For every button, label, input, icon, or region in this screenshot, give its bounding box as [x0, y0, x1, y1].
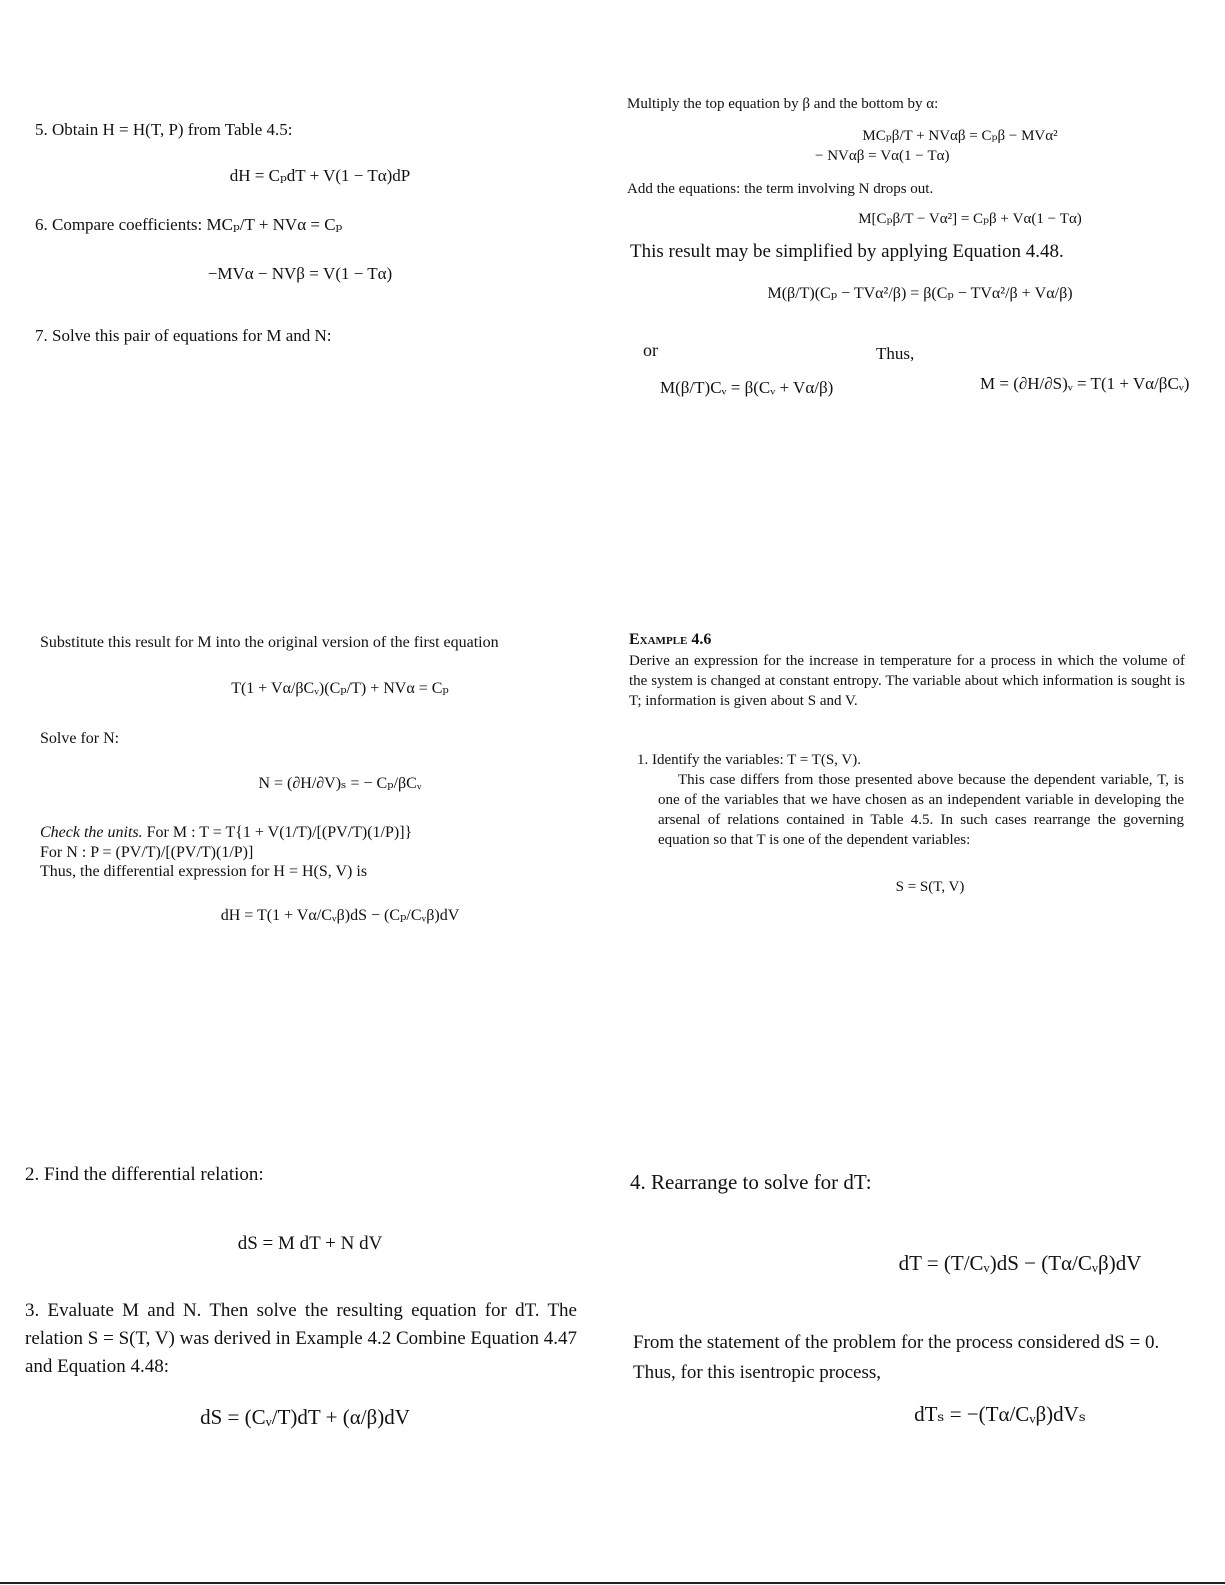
- check-units-m: For M : T = T{1 + V(1/T)/[(PV/T)(1/P)]}: [142, 824, 413, 841]
- step-7-text: 7. Solve this pair of equations for M and N:: [35, 326, 332, 345]
- step-1-body: This case differs from those presented above because the dependent variable, T, is one of the variables that we have chosen as an independent variable in developing the arsenal of relations contained in Table 4.5. In such cases rearrange the governing equation so that T is one of the dependent variables:: [658, 772, 1184, 848]
- equation-multiplied-2: − NVαβ = Vα(1 − Tα): [815, 148, 950, 164]
- check-units-label: Check the units.: [40, 824, 143, 841]
- or-text: or: [643, 340, 658, 360]
- step-3-text: 3. Evaluate M and N. Then solve the resulting equation for dT. The relation S = S(T, V) was derived in Example 4.2 Combine Equation 4.47 and Equation 4.48:: [25, 1300, 577, 1377]
- add-equations-text: Add the equations: the term involving N drops out.: [627, 181, 934, 197]
- equation-ds-cv: dS = (Cᵥ/T)dT + (α/β)dV: [200, 1405, 410, 1429]
- equation-dh-sv: dH = T(1 + Vα/Cᵥβ)dS − (Cₚ/Cᵥβ)dV: [220, 907, 460, 924]
- equation-cv: M(β/T)Cᵥ = β(Cᵥ + Vα/β): [660, 378, 834, 397]
- equation-multiplied-1: MCₚβ/T + NVαβ = Cₚβ − MVα²: [862, 128, 1058, 144]
- differential-expression-text: Thus, the differential expression for H = H(S, V) is: [40, 863, 368, 880]
- equation-dt: dT = (T/Cᵥ)dS − (Tα/Cᵥβ)dV: [898, 1251, 1142, 1275]
- isentropic-statement: From the statement of the problem for the process considered dS = 0. Thus, for this isentropic process,: [633, 1332, 1160, 1383]
- solve-n-text: Solve for N:: [40, 730, 120, 747]
- equation-ds-mn: dS = M dT + N dV: [237, 1233, 383, 1254]
- equation-summed: M[Cₚβ/T − Vα²] = Cₚβ + Vα(1 − Tα): [858, 211, 1082, 227]
- example-description: Derive an expression for the increase in temperature for a process in which the volume of the system is changed at constant entropy. The variable about which information is sought is T; information is given about S and V.: [629, 653, 1185, 709]
- thus-text: Thus,: [876, 344, 915, 363]
- equation-dts: dTₛ = −(Tα/Cᵥβ)dVₛ: [914, 1402, 1086, 1426]
- simplify-text: This result may be simplified by applying Equation 4.48.: [630, 241, 1064, 262]
- equation-simplified: M(β/T)(Cₚ − TVα²/β) = β(Cₚ − TVα²/β + Vα/β): [767, 285, 1073, 302]
- step-1-text: 1. Identify the variables: T = T(S, V).: [637, 752, 861, 768]
- check-units-line: [40, 823, 412, 842]
- equation-coefficient-2: −MVα − NVβ = V(1 − Tα): [207, 264, 393, 283]
- step-6-text: 6. Compare coefficients: MCₚ/T + NVα = Cₚ: [35, 215, 343, 234]
- equation-n-result: N = (∂H/∂V)ₛ = − Cₚ/βCᵥ: [258, 775, 422, 792]
- equation-dh: dH = CₚdT + V(1 − Tα)dP: [229, 166, 411, 185]
- equation-substituted: T(1 + Vα/βCᵥ)(Cₚ/T) + NVα = Cₚ: [231, 680, 449, 697]
- step-4-text: 4. Rearrange to solve for dT:: [630, 1170, 872, 1194]
- step-5-text: 5. Obtain H = H(T, P) from Table 4.5:: [35, 120, 293, 139]
- step-2-text: 2. Find the differential relation:: [25, 1164, 264, 1185]
- check-units-n: For N : P = (PV/T)/[(PV/T)(1/P)]: [40, 844, 254, 861]
- equation-s-tv: S = S(T, V): [895, 879, 965, 895]
- equation-m-result: M = (∂H/∂S)ᵥ = T(1 + Vα/βCᵥ): [980, 374, 1190, 393]
- substitute-text: Substitute this result for M into the original version of the first equation: [40, 634, 499, 651]
- multiply-text: Multiply the top equation by β and the bottom by α:: [627, 96, 939, 112]
- example-title: Example 4.6: [629, 631, 712, 648]
- page-bottom-rule: [0, 1582, 1225, 1584]
